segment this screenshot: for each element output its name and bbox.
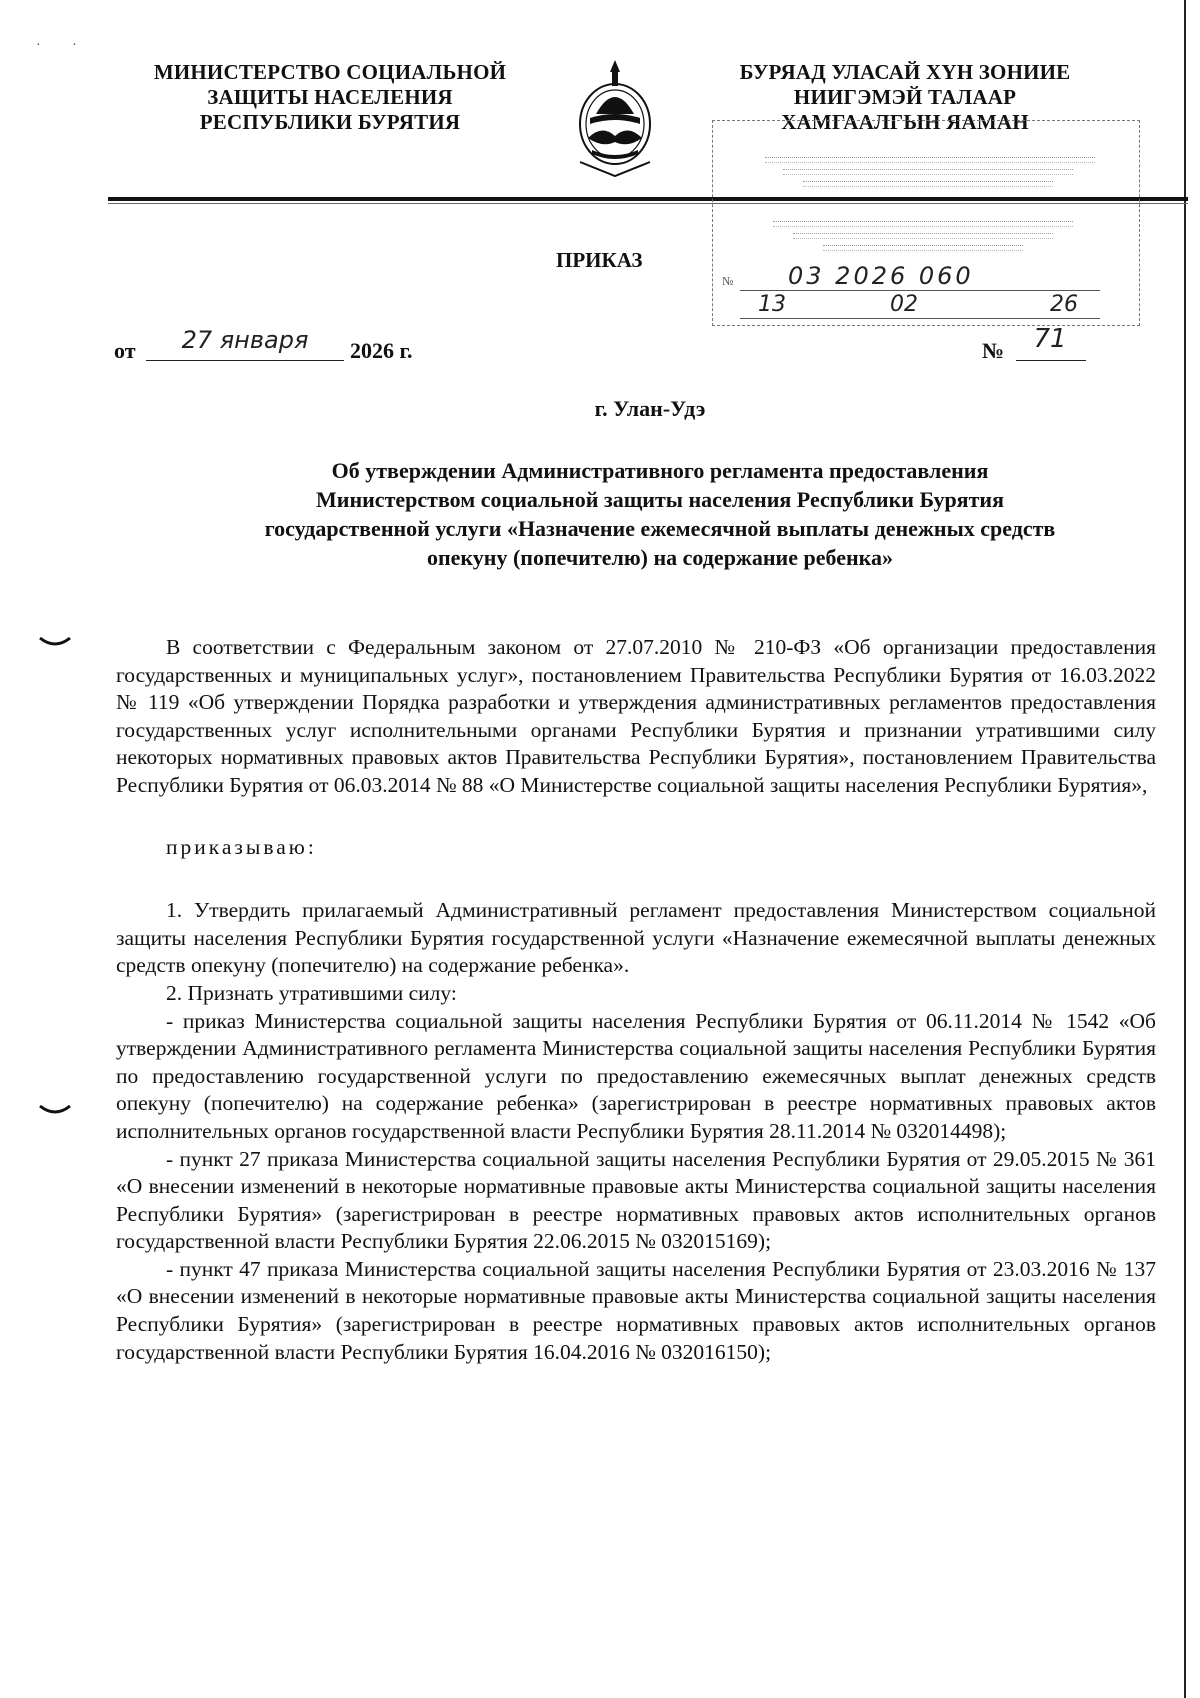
stamp-underline [740, 290, 1100, 291]
document-body [116, 634, 1156, 1366]
stamp-year: 26 [1050, 292, 1078, 317]
document-title: Об утверждении Административного регламента предоставления Министерством социальной защиты населения Республики Бурятия государственной услуги «Назначение ежемесячной выплаты денежных средств опекуну (попечителю) на содержание ребенка» [264, 458, 1056, 570]
order-number: 71 [1033, 324, 1067, 354]
ministry-name-buryat: БУРЯАД УЛАСАЙ ХYН ЗОНИИЕ НИИГЭМЭЙ ТАЛААР ХАМГААЛГЫН ЯАМАН [739, 60, 1071, 134]
order-word: приказываю: [166, 834, 317, 859]
ministry-name-russian: МИНИСТЕРСТВО СОЦИАЛЬНОЙ ЗАЩИТЫ НАСЕЛЕНИЯ РЕСПУБЛИКИ БУРЯТИЯ [153, 60, 507, 134]
date-prefix: от [114, 338, 136, 363]
stamp-number-label: № [722, 274, 734, 288]
city: г. Улан-Удэ [594, 396, 706, 421]
item-2: 2. Признать утратившими силу: [166, 980, 457, 1005]
punch-hole-mark [38, 1104, 72, 1116]
stamp-day: 13 [758, 292, 786, 317]
item-2-repeal-3: - пункт 47 приказа Министерства социальной защиты населения Республики Бурятия от 23.03.2016 № 137 «О внесении изменений в некоторые нормативные правовые акты Министерства социальной защиты населения Республики Бурятия» (зарегистрирован в реестре нормативных правовых актов исполнительных органов государственной власти Республики Бурятия 16.04.2016 № 032016150); [116, 1256, 1156, 1364]
page-edge [1184, 0, 1186, 1698]
handwritten-date: 27 января [181, 326, 309, 354]
date-year: 2026 г. [350, 338, 413, 363]
item-2-repeal-1: - приказ Министерства социальной защиты населения Республики Бурятия от 06.11.2014 № 1542 «Об утверждении Административного регламента Министерства социальной защиты населения Республики Бурятия по предоставлению государственной услуги по предоставлению ежемесячных выплат денежных средств опекуну (попечителю) на содержание ребенка» (зарегистрирован в реестре нормативных правовых актов исполнительных органов государственной власти Республики Бурятия 28.11.2014 № 032014498); [116, 1008, 1156, 1143]
date-underline [146, 360, 344, 361]
item-2-repeal-2: - пункт 27 приказа Министерства социальной защиты населения Республики Бурятия от 29.05.2015 № 361 «О внесении изменений в некоторые нормативные правовые акты Министерства социальной защиты населения Республики Бурятия» (зарегистрирован в реестре нормативных правовых актов исполнительных органов государственной власти Республики Бурятия 22.06.2015 № 032015169); [116, 1146, 1156, 1254]
order-number-label: № [982, 338, 1005, 363]
document-type: ПРИКАЗ [556, 248, 643, 272]
stamp-registration-number: 03 2026 060 [788, 262, 974, 290]
item-1: 1. Утвердить прилагаемый Административный регламент предоставления Министерством социальной защиты населения Республики Бурятия государственной услуги «Назначение ежемесячной выплаты денежных средств опекуну (попечителю) на содержание ребенка». [116, 898, 1156, 978]
order-number-underline [1016, 360, 1086, 361]
preamble-paragraph: В соответствии с Федеральным законом от 27.07.2010 № 210-ФЗ «Об организации предоставления государственных и муниципальных услуг», постановлением Правительства Республики Бурятия от 16.03.2022 № 119 «Об утверждении Порядка разработки и утверждения административных регламентов предоставления государственных услуг исполнительными органами Республики Бурятия и признании утратившими силу некоторых нормативных правовых актов Правительства Республики Бурятия», постановлением Правительства Республики Бурятия от 06.03.2014 № 88 «О Министерстве социальной защиты населения Республики Бурятия», [116, 635, 1156, 797]
stamp-date-underline [740, 318, 1100, 319]
stamp-month: 02 [890, 292, 918, 317]
buryatia-coat-of-arms-icon [574, 54, 656, 180]
punch-hole-mark [38, 636, 72, 648]
scan-artifact: · · [36, 38, 91, 53]
